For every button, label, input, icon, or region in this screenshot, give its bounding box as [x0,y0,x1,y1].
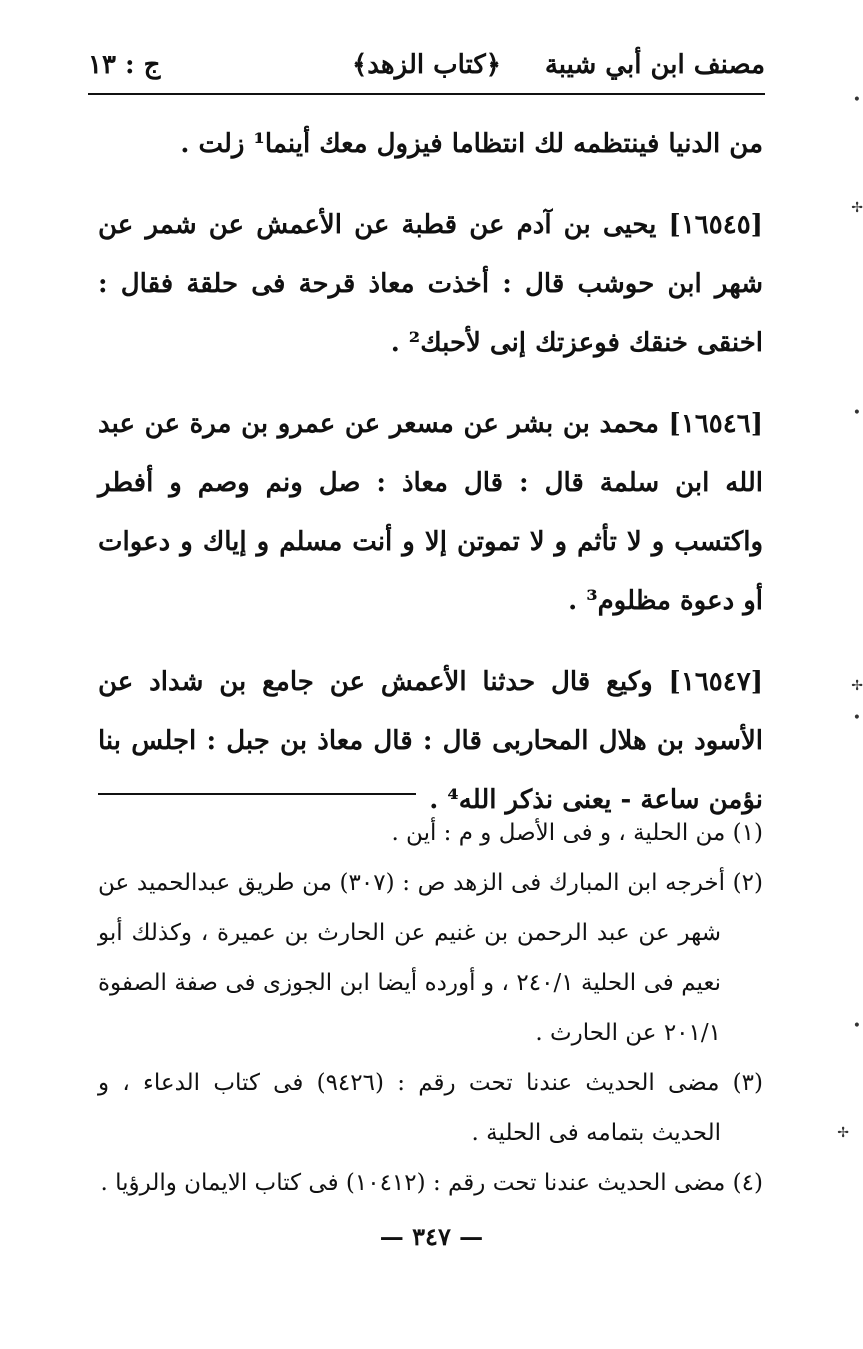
chapter-title: ﴿كتاب الزهد﴾ [352,50,501,80]
footnote-separator [98,793,416,795]
hadith-number: [١٦٥٤٧] [668,667,763,697]
hadith-text: محمد بن بشر عن مسعر عن عمرو بن مرة عن عبد الله ابن سلمة قال : قال معاذ : صل ونم وصم و أفطر واكتسب و لا تأثم و لا تموتن إلا و أنت مسلم و إياك و دعوات أو دعوة مظلوم³ . [98,409,763,616]
footnote-4: (٤) مضى الحديث عندنا تحت رقم : (١٠٤١٢) فى كتاب الايمان والرؤيا . [100,1170,763,1196]
hadith-16546 [98,395,763,631]
margin-mark: ✢ [851,200,863,216]
running-header [88,38,765,94]
main-text [98,115,763,852]
hadith-number: [١٦٥٤٦] [668,409,763,439]
hadith-16547 [98,653,763,830]
continued-paragraph: من الدنيا فينتظمه لك انتظاما فيزول معك أينما¹ زلت . [180,129,763,159]
footnotes [98,808,763,1208]
margin-mark: • [852,92,861,108]
margin-mark: • [852,1018,861,1034]
footnote-3: (٣) مضى الحديث عندنا تحت رقم : (٩٤٢٦) فى كتاب الدعاء ، و الحديث بتمامه فى الحلية . [98,1070,763,1146]
footnote-2: (٢) أخرجه ابن المبارك فى الزهد ص : (٣٠٧) من طريق عبدالحميد عن شهر عن عبد الرحمن بن غنيم عن الحارث بن عميرة ، وكذلك أبو نعيم فى الحلية ٢٤٠/١ ، و أورده أيضا ابن الجوزى فى صفة الصفوة ٢٠١/١ عن الحارث . [98,870,763,1046]
page-number: — ٣٤٧ — [379,1222,484,1251]
margin-mark: ✢ [837,1125,849,1141]
book-title: مصنف ابن أبي شيبة [544,50,765,80]
volume-number: ج : ١٣ [88,50,161,80]
hadith-text: يحيى بن آدم عن قطبة عن الأعمش عن شمر عن شهر ابن حوشب قال : أخذت معاذ قرحة فى حلقة فقال : اخنقى خنقك فوعزتك إنى لأحبك² . [98,210,763,358]
hadith-text: وكيع قال حدثنا الأعمش عن جامع بن شداد عن الأسود بن هلال المحاربى قال : قال معاذ بن جبل : اجلس بنا نؤمن ساعة - يعنى نذكر الله⁴ . [98,667,763,815]
header-rule [88,93,765,95]
hadith-16545 [98,196,763,373]
margin-mark: ✢ [851,678,863,694]
margin-mark: • [852,710,861,726]
footnote-1: (١) من الحلية ، و فى الأصل و م : أين . [391,820,763,846]
hadith-number: [١٦٥٤٥] [668,210,763,240]
margin-mark: • [852,405,861,421]
